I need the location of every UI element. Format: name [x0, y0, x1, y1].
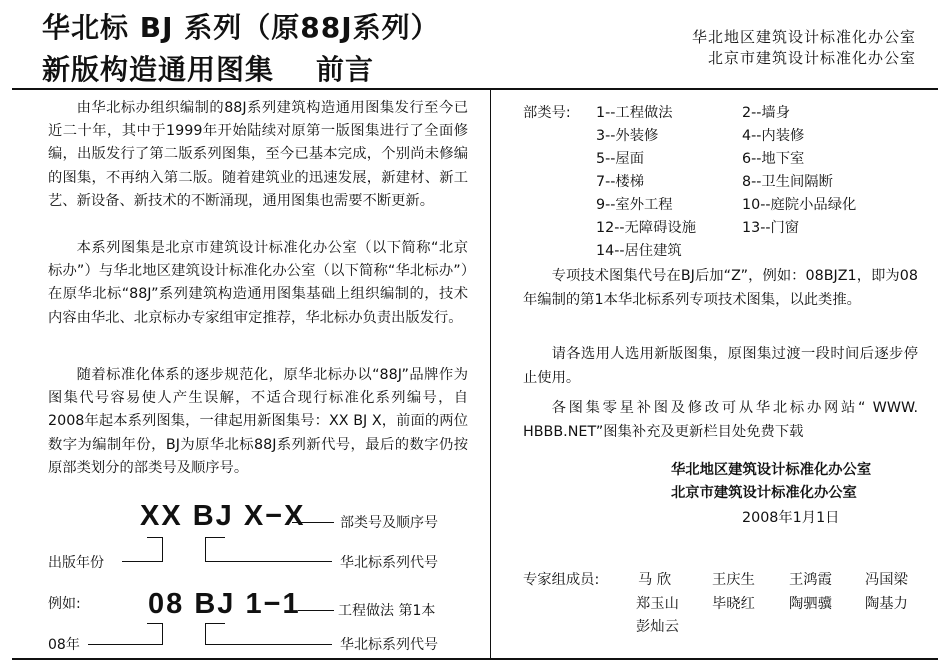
category-item: 6--地下室 — [742, 151, 805, 167]
category-item: 8--卫生间隔断 — [742, 174, 833, 190]
header-org-1: 华北地区建筑设计标准化办公室 — [691, 28, 916, 46]
category-item: 2--墙身 — [742, 105, 791, 121]
right-paragraph-1: 专项技术图集代号在BJ后加“Z”，例如：08BJZ1，即为08年编制的第1本华北标系列专项技术图集，以此类推。 — [523, 268, 918, 308]
expert-name: 陶驷骥 — [789, 596, 832, 612]
column-divider — [490, 90, 491, 658]
category-item: 10--庭院小品绿化 — [742, 197, 857, 213]
expert-name: 王鸿霞 — [789, 572, 832, 588]
code-example-year-tick — [162, 623, 163, 645]
bottom-rule — [12, 658, 938, 660]
category-item: 12--无障碍设施 — [596, 220, 696, 236]
code-format-year-leader — [122, 561, 162, 562]
signature-date: 2008年1月1日 — [742, 510, 840, 526]
code-example-series-cap — [205, 623, 225, 624]
top-rule — [12, 88, 938, 90]
signature-org-2: 北京市建筑设计标准化办公室 — [671, 485, 857, 501]
expert-name: 郑玉山 — [636, 596, 679, 612]
category-label: 部类号: — [523, 105, 571, 121]
expert-name: 毕晓红 — [712, 596, 755, 612]
title-line-1: 华北标 BJ 系列（原88J系列） — [42, 11, 440, 44]
code-example-label-year: 08年 — [48, 637, 80, 653]
category-item: 4--内装修 — [742, 128, 805, 144]
title-preface: 前言 — [316, 53, 375, 86]
title-line-2-main: 新版构造通用图集 — [42, 53, 275, 86]
code-example-label-series: 华北标系列代号 — [340, 637, 438, 653]
code-format-label-series: 华北标系列代号 — [340, 555, 438, 571]
code-format-series-cap — [205, 537, 225, 538]
code-example: 08 BJ 1−1 — [148, 588, 301, 620]
left-paragraph-1: 由华北标办组织编制的88J系列建筑构造通用图集发行至今已近二十年，其中于1999年开始陆续对原第一版图集进行了全面修编，出版发行了第二版系列图集，至今已基本完成，个别尚未修编的图集，不再纳入第二版。随着建筑业的迅速发展，新建材、新工艺、新设备、新技术的不断涌现，通用图集也需要不断更新。 — [48, 100, 468, 209]
right-paragraph-3: 各图集零星补图及修改可从华北标办网站“ WWW. HBBB.NET”图集补充及更新栏目处免费下载 — [523, 400, 918, 440]
experts-label: 专家组成员: — [523, 572, 600, 588]
expert-name: 王庆生 — [712, 572, 755, 588]
code-format: XX BJ X−X — [140, 500, 306, 532]
code-format-year-tick — [162, 537, 163, 562]
category-item: 5--屋面 — [596, 151, 645, 167]
left-paragraph-3: 随着标准化体系的逐步规范化，原华北标办以“88J”品牌作为图集代号容易使人产生误解，不适合现行标准化系列编号，自2008年起本系列图集，一律起用新图集号：XX BJ X，前面的两位数字为编制年份，BJ为原华北标88J系列新代号，最后的数字仍按原部类划分的部类号及顺序号。 — [48, 367, 468, 476]
category-item: 1--工程做法 — [596, 105, 673, 121]
expert-name: 陶基力 — [865, 596, 908, 612]
code-example-series-tick — [205, 623, 206, 645]
code-format-year-cap — [147, 537, 162, 538]
code-format-series-leader — [205, 561, 332, 562]
code-example-label-category: 工程做法 第1本 — [338, 603, 436, 619]
code-format-label-category: 部类号及顺序号 — [340, 515, 438, 531]
expert-name: 马 欣 — [638, 572, 672, 588]
category-item: 14--居住建筑 — [596, 243, 682, 259]
category-item: 9--室外工程 — [596, 197, 673, 213]
expert-name: 冯国梁 — [865, 572, 908, 588]
title-line-2 — [42, 48, 374, 88]
right-paragraph-2: 请各选用人选用新版图集，原图集过渡一段时间后逐步停止使用。 — [523, 346, 918, 386]
signature-org-1: 华北地区建筑设计标准化办公室 — [671, 462, 872, 478]
code-format-label-year: 出版年份 — [48, 555, 104, 571]
category-item: 13--门窗 — [742, 220, 800, 236]
code-example-leader-right — [298, 610, 334, 611]
code-example-series-leader — [205, 644, 332, 645]
left-paragraph-2: 本系列图集是北京市建筑设计标准化办公室（以下简称“北京标办”）与华北地区建筑设计标准化办公室（以下简称“华北标办”）在原华北标“88J”系列建筑构造通用图集基础上组织编制的，技术内容由华北、北京标办专家组审定推荐，华北标办负责出版发行。 — [48, 240, 468, 326]
expert-name: 彭灿云 — [636, 619, 679, 635]
code-example-year-leader — [88, 644, 162, 645]
code-format-series-tick — [205, 537, 206, 562]
code-format-leader-right — [292, 522, 334, 523]
code-example-year-cap — [147, 623, 162, 624]
header-org-2: 北京市建筑设计标准化办公室 — [707, 49, 916, 67]
category-item: 7--楼梯 — [596, 174, 645, 190]
example-label: 例如: — [48, 596, 81, 612]
category-item: 3--外装修 — [596, 128, 659, 144]
